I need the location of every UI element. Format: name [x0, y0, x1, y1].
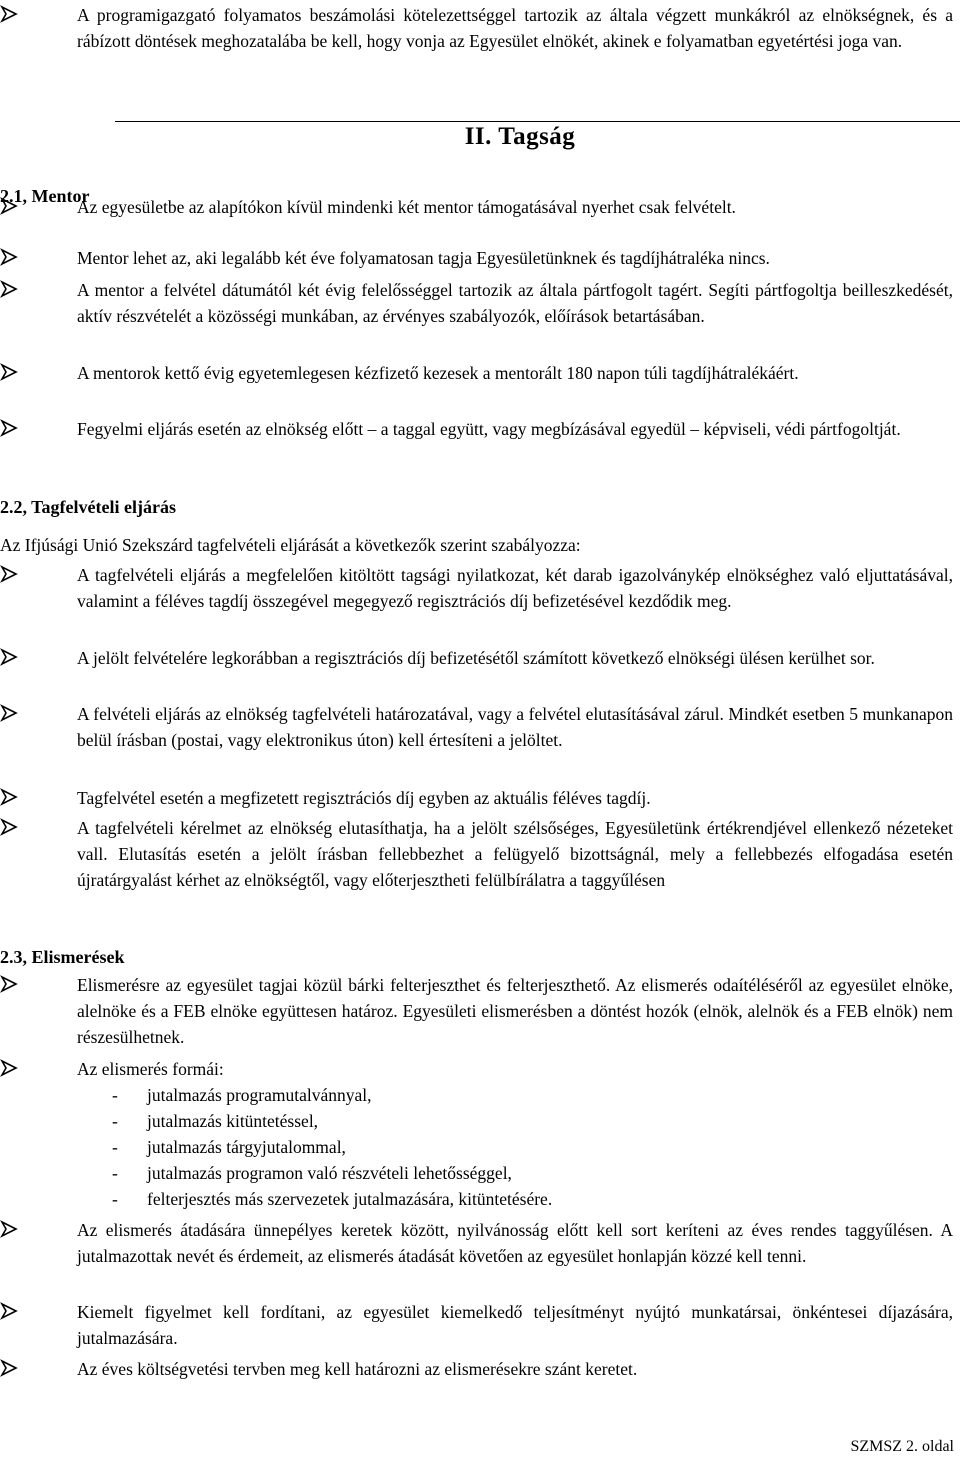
dash-marker: - [112, 1189, 118, 1209]
section-divider [115, 121, 960, 122]
bullet-text: Fegyelmi eljárás esetén az elnökség előtt – a taggal együtt, vagy megbízásával egyedül – képviseli, védi pártfogoltját. [77, 419, 901, 439]
bullet-text: Az éves költségvetési tervben meg kell határozni az elismerésekre szánt keretet. [77, 1359, 638, 1379]
arrow-bullet-icon [0, 5, 18, 23]
bullet-text: Mentor lehet az, aki legalább két éve folyamatosan tagja Egyesületünknek és tagdíjhátraléka nincs. [77, 248, 770, 268]
dash-marker: - [112, 1111, 118, 1131]
subsection-heading-mentor: 2.1, Mentor [0, 186, 90, 206]
dash-text: jutalmazás programutalvánnyal, [147, 1085, 372, 1105]
page-footer: SZMSZ 2. oldal [850, 1438, 954, 1455]
dash-marker: - [112, 1137, 118, 1157]
bullet-text: A jelölt felvételére legkorábban a regisztrációs díj befizetésétől számított következő elnökségi ülésen kerülhet sor. [77, 648, 875, 668]
subsection-heading-admission: 2.2, Tagfelvételi eljárás [0, 497, 176, 517]
arrow-bullet-icon [0, 1059, 18, 1077]
forms-label: Az elismerés formái: [77, 1059, 224, 1079]
arrow-bullet-icon [0, 280, 18, 298]
arrow-bullet-icon [0, 1220, 18, 1238]
dash-marker: - [112, 1085, 118, 1105]
arrow-bullet-icon [0, 197, 18, 215]
arrow-bullet-icon [0, 419, 18, 437]
bullet-text: Elismerésre az egyesület tagjai közül bárki felterjeszthet és felterjeszthető. Az elismerés odaítéléséről az egyesület elnöke, alelnöke és a FEB elnöke együttesen határoz. Egyesületi elismerésben a döntést hozók (elnök, alelnök és a FEB elnök) nem részesülhetnek. [77, 975, 953, 1047]
arrow-bullet-icon [0, 248, 18, 266]
dash-text: jutalmazás tárgyjutalommal, [147, 1137, 346, 1157]
dash-marker: - [112, 1163, 118, 1183]
dash-text: jutalmazás kitüntetéssel, [147, 1111, 319, 1131]
bullet-text: A tagfelvételi kérelmet az elnökség elutasíthatja, ha a jelölt szélsőséges, Egyesületünk értékrendjével ellenkező nézeteket vall. Elutasítás esetén a jelölt írásban fellebbezhet a felügyelő bizottságnál, mely a fellebbezés elfogadása esetén újratárgyalást kérhet az elnökségtől, vagy előterjesztheti felülbírálatra a taggyűlésen [77, 818, 953, 890]
bullet-text: Kiemelt figyelmet kell fordítani, az egyesület kiemelkedő teljesítményt nyújtó munkatársai, önkéntesei díjazására, jutalmazására. [77, 1302, 953, 1348]
arrow-bullet-icon [0, 788, 18, 806]
arrow-bullet-icon [0, 704, 18, 722]
bullet-text: Tagfelvétel esetén a megfizetett regisztrációs díj egyben az aktuális féléves tagdíj. [77, 788, 651, 808]
arrow-bullet-icon [0, 648, 18, 666]
arrow-bullet-icon [0, 565, 18, 583]
section-title: II. Tagság [464, 123, 576, 150]
dash-text: felterjesztés más szervezetek jutalmazására, kitüntetésére. [147, 1189, 553, 1209]
bullet-text: A tagfelvételi eljárás a megfelelően kitöltött tagsági nyilatkozat, két darab igazolványkép elnökséghez való eljuttatásával, valamint a féléves tagdíj összegével megegyező regisztrációs díj befizetésével kezdődik meg. [77, 565, 953, 611]
bullet-text: Az elismerés átadására ünnepélyes keretek között, nyilvánosság előtt kell sort keríteni az éves rendes taggyűlésen. A jutalmazottak nevét és érdemeit, az elismerés átadását követően az egyesület honlapján közzé kell tenni. [77, 1220, 953, 1266]
arrow-bullet-icon [0, 818, 18, 836]
admission-intro: Az Ifjúsági Unió Szekszárd tagfelvételi eljárását a következők szerint szabályozza: [0, 535, 581, 555]
bullet-text: A programigazgató folyamatos beszámolási kötelezettséggel tartozik az általa végzett munkákról az elnökségnek, és a rábízott döntések meghozatalába be kell, hogy vonja az Egyesület elnökét, akinek e folyamatban egyetértési joga van. [77, 5, 953, 51]
bullet-text: A felvételi eljárás az elnökség tagfelvételi határozatával, vagy a felvétel elutasításával zárul. Mindkét esetben 5 munkanapon belül írásban (postai, vagy elektronikus úton) kell értesíteni a jelöltet. [77, 704, 953, 750]
bullet-text: A mentorok kettő évig egyetemlegesen kézfizető kezesek a mentorált 180 napon túli tagdíjhátralékáért. [77, 363, 799, 383]
arrow-bullet-icon [0, 975, 18, 993]
bullet-text: Az egyesületbe az alapítókon kívül mindenki két mentor támogatásával nyerhet csak felvételt. [77, 197, 736, 217]
bullet-text: A mentor a felvétel dátumától két évig felelősséggel tartozik az általa pártfogolt tagért. Segíti pártfogoltja beilleszkedését, aktív részvételét a közösségi munkában, az érvényes szabályozók, előírások betartásában. [77, 280, 953, 326]
list-item [0, 2, 953, 80]
arrow-bullet-icon [0, 363, 18, 381]
dash-text: jutalmazás programon való részvételi lehetősséggel, [147, 1163, 512, 1183]
arrow-bullet-icon [0, 1302, 18, 1320]
arrow-bullet-icon [0, 1359, 18, 1377]
subsection-heading-recognition: 2.3, Elismerések [0, 947, 125, 967]
